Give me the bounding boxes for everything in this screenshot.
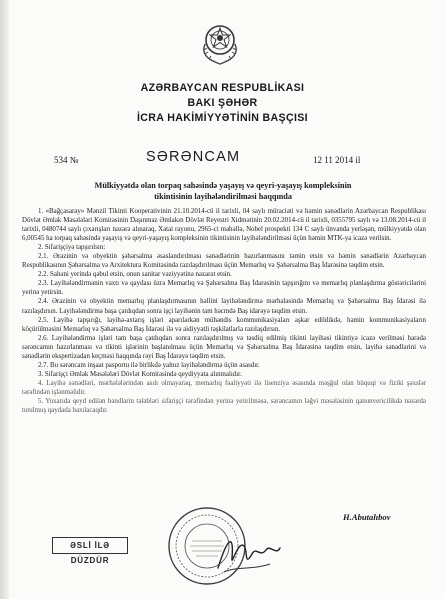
decree-subject	[58, 180, 388, 202]
paragraph-2-1: 2.1. Ərazinin və obyektin şəhərsalma əsaslandırılması sənədlərinin hazırlanmasını təmin etsin və həmin sənədlərin Azərbaycan Respublikasının Şəhərsalma və Arxitektura Komitəsində razılaşdırılması üçün Memarlıq və Şəhərsalma Baş İdarəsinə təqdim etsin.	[22, 253, 426, 270]
decree-body	[22, 207, 426, 415]
subject-line-2: tikintisinin layihələndirilməsi haqqında	[154, 192, 292, 201]
handwritten-signature-icon	[214, 528, 284, 576]
paragraph-2-5: 2.5. Layihə tapşırığı, layihə-axtarış işləri aparılarkən mühəndis kommunikasiyaları aşkar edildikdə, həmin kommunikasiyaların köçürülməsini Memarlıq və Şəhərsalma Baş İdarəsi ilə və aidiyyətli təşkilatlarla razılaşdırsın.	[22, 316, 426, 333]
subject-line-1: Mülkiyyətdə olan torpaq sahəsində yaşayış və qeyri-yaşayış kompleksinin	[94, 181, 352, 190]
paragraph-2: 2. Sifarişçiyə tapşırılsın:	[38, 244, 106, 252]
decree-number: 534 №	[54, 155, 79, 165]
certified-copy-stamp: ƏSLİ İLƏ DÜZDÜR	[52, 537, 128, 554]
decree-title: SƏRƏNCAM	[146, 149, 241, 165]
paragraph-3: 3. Sifarişçi Əmlak Məsələləri Dövlət Komitəsində qeydiyyata alınmalıdır.	[38, 370, 242, 378]
header-line-2: BAKI ŞƏHƏR	[187, 97, 258, 109]
paragraph-2-4: 2.4. Ərazinin və obyektin memarlıq planlaşdırmasının həllini layihələndirmə mərhələsində Memarlıq və Şəhərsalma Baş İdarəsi ilə razılaşdırsın. Layihələndirmə başa çatdıqdan sonra işçi layihənin tam həcmdə Baş idarəyə təqdim etsin.	[22, 298, 426, 315]
state-emblem-icon	[197, 18, 243, 68]
signatory-name: H.Abutalıbov	[343, 512, 391, 522]
header-line-3: İCRA HAKİMİYYƏTİNİN BAŞÇISI	[137, 112, 308, 124]
paragraph-1: 1. «Bağçasaray» Mənzil Tikinti Kooperativinin 21.10.2014-cü il tarixli, 04 saylı müraciəti və həmin sənədlərin Azərbaycan Respublikası Dövlət Əmlak Məsələləri Komitəsinin Daşınmaz Əmlakın Dövlət Reyestri Xidmətinin 20.02.2014-cü il tarixli, 0355795 saylı və 13.08.2014-cü il tarixli, 0480744 saylı çıxarışları nəzərə alınaraq, Xətai rayonu, 2965-ci məhəllə, Nobel prospekti 134 C saylı ünvanda yerləşən, mülkiyyətdə olan 6,00545 ha torpaq sahəsində yaşayış və qeyri-yaşayış kompleksinin tikintisinin layihələndirilməsi üçün həmin MTK-ya icazə verilsin.	[22, 208, 426, 243]
decree-date: 12 11 2014 il	[313, 155, 361, 165]
paragraph-4: 4. Layihə sənədləri, mərhələlərindən asılı olmayaraq, memarlıq fəaliyyəti ilə lisenziya əsasında məşğul olan hüquqi və fiziki şəxslər tərəfindən işlənməlidir.	[22, 379, 426, 396]
paragraph-5: 5. Yuxarıda qeyd edilən bəndlərin tələbləri sifarişçi tərəfindən yerinə yetirilməsə, sərəncamın ləğvi məsələsinin qanunvericilikdə nəzərdə tutulmuş qaydada baxılacaqdır.	[22, 397, 426, 415]
header-line-1: AZƏRBAYCAN RESPUBLİKASI	[140, 82, 305, 94]
paragraph-2-6: 2.6. Layihələndirmə işləri tam başa çatdıqdan sonra razılaşdırılmış və təsdiq edilmiş tikinti layihəsi tikintiyə icazə verilməsi barədə sərəncamın hazırlanması və tikinti işlərinin başlanılması üçün Memarlıq və Şəhərsalma Baş İdarəsinə təqdim etsin, layihə sənədlərini və sənədlərin ekspertizadan keçməsi haqqında rəyi Baş İdarəyə təqdim etsin.	[22, 334, 426, 360]
paragraph-2-7: 2.7. Bu sərəncam inşaat pasportu ilə birlikdə yalnız layihələndirmə üçün əsasdır.	[38, 361, 260, 369]
paragraph-2-2: 2.2. Sahəni yerində qəbul etsin, onun sanitar vəziyyətinə nəzarət etsin.	[38, 271, 232, 279]
paragraph-2-3: 2.3. Layihələndirmənin vaxtı və qaydası üzrə Memarlıq və Şəhərsalma Baş İdarəsinin tapşırığını və memarlıq planlaşdırma göstəricilərini yerinə yetirsin.	[22, 280, 426, 297]
